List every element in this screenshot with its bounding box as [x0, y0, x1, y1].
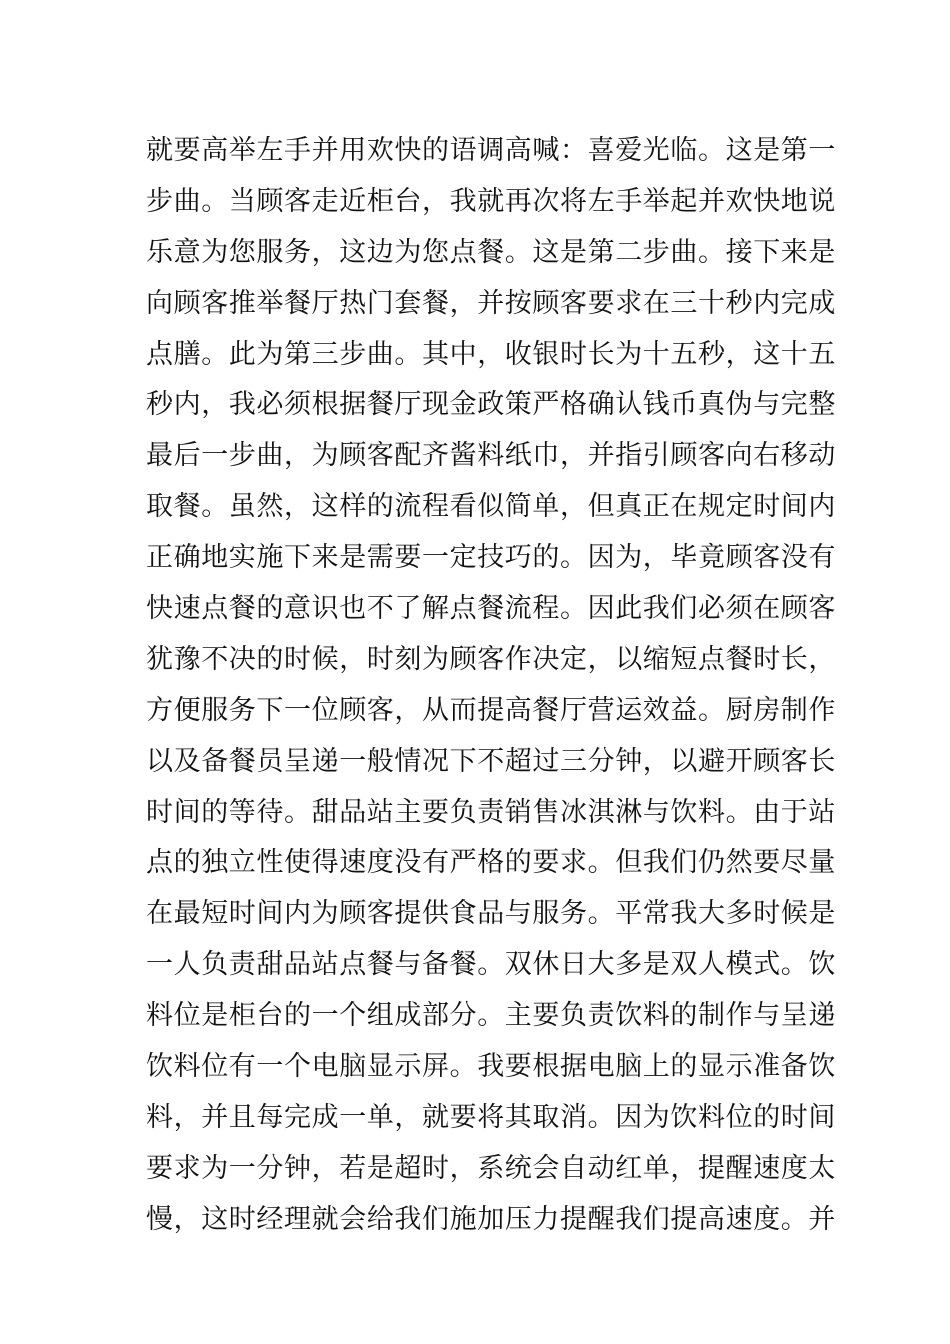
- text-line: 料位是柜台的一个组成部分。主要负责饮料的制作与呈递: [146, 1000, 836, 1032]
- text-line: 要求为一分钟，若是超时，系统会自动红单，提醒速度太: [146, 1152, 836, 1184]
- text-line: 步曲。当顾客走近柜台，我就再次将左手举起并欢快地说: [146, 185, 836, 217]
- text-line: 秒内，我必须根据餐厅现金政策严格确认钱币真伪与完整: [146, 389, 836, 421]
- text-line: 饮料位有一个电脑显示屏。我要根据电脑上的显示准备饮: [146, 1051, 836, 1083]
- text-line: 点的独立性使得速度没有严格的要求。但我们仍然要尽量: [146, 847, 836, 879]
- text-line: 快速点餐的意识也不了解点餐流程。因此我们必须在顾客: [146, 593, 836, 625]
- text-line: 一人负责甜品站点餐与备餐。双休日大多是双人模式。饮: [146, 949, 836, 981]
- text-line: 取餐。虽然，这样的流程看似简单，但真正在规定时间内: [146, 491, 836, 523]
- text-line: 方便服务下一位顾客，从而提高餐厅营运效益。厨房制作: [146, 694, 836, 726]
- text-line: 正确地实施下来是需要一定技巧的。因为，毕竟顾客没有: [146, 542, 836, 574]
- text-line: 乐意为您服务，这边为您点餐。这是第二步曲。接下来是: [146, 236, 836, 268]
- text-line: 料，并且每完成一单，就要将其取消。因为饮料位的时间: [146, 1101, 836, 1133]
- text-line: 时间的等待。甜品站主要负责销售冰淇淋与饮料。由于站: [146, 796, 836, 828]
- text-line: 在最短时间内为顾客提供食品与服务。平常我大多时候是: [146, 898, 836, 930]
- text-line: 点膳。此为第三步曲。其中，收银时长为十五秒，这十五: [146, 338, 836, 370]
- text-line: 慢，这时经理就会给我们施加压力提醒我们提高速度。并: [146, 1203, 836, 1235]
- text-line: 最后一步曲，为顾客配齐酱料纸巾，并指引顾客向右移动: [146, 440, 836, 472]
- text-line: 就要高举左手并用欢快的语调高喊：喜爱光临。这是第一: [146, 135, 836, 166]
- body-text: [146, 126, 836, 1246]
- text-line: 犹豫不决的时候，时刻为顾客作决定，以缩短点餐时长，: [146, 643, 836, 675]
- text-line: 以及备餐员呈递一般情况下不超过三分钟，以避开顾客长: [146, 745, 836, 777]
- text-line: 向顾客推举餐厅热门套餐，并按顾客要求在三十秒内完成: [146, 287, 836, 319]
